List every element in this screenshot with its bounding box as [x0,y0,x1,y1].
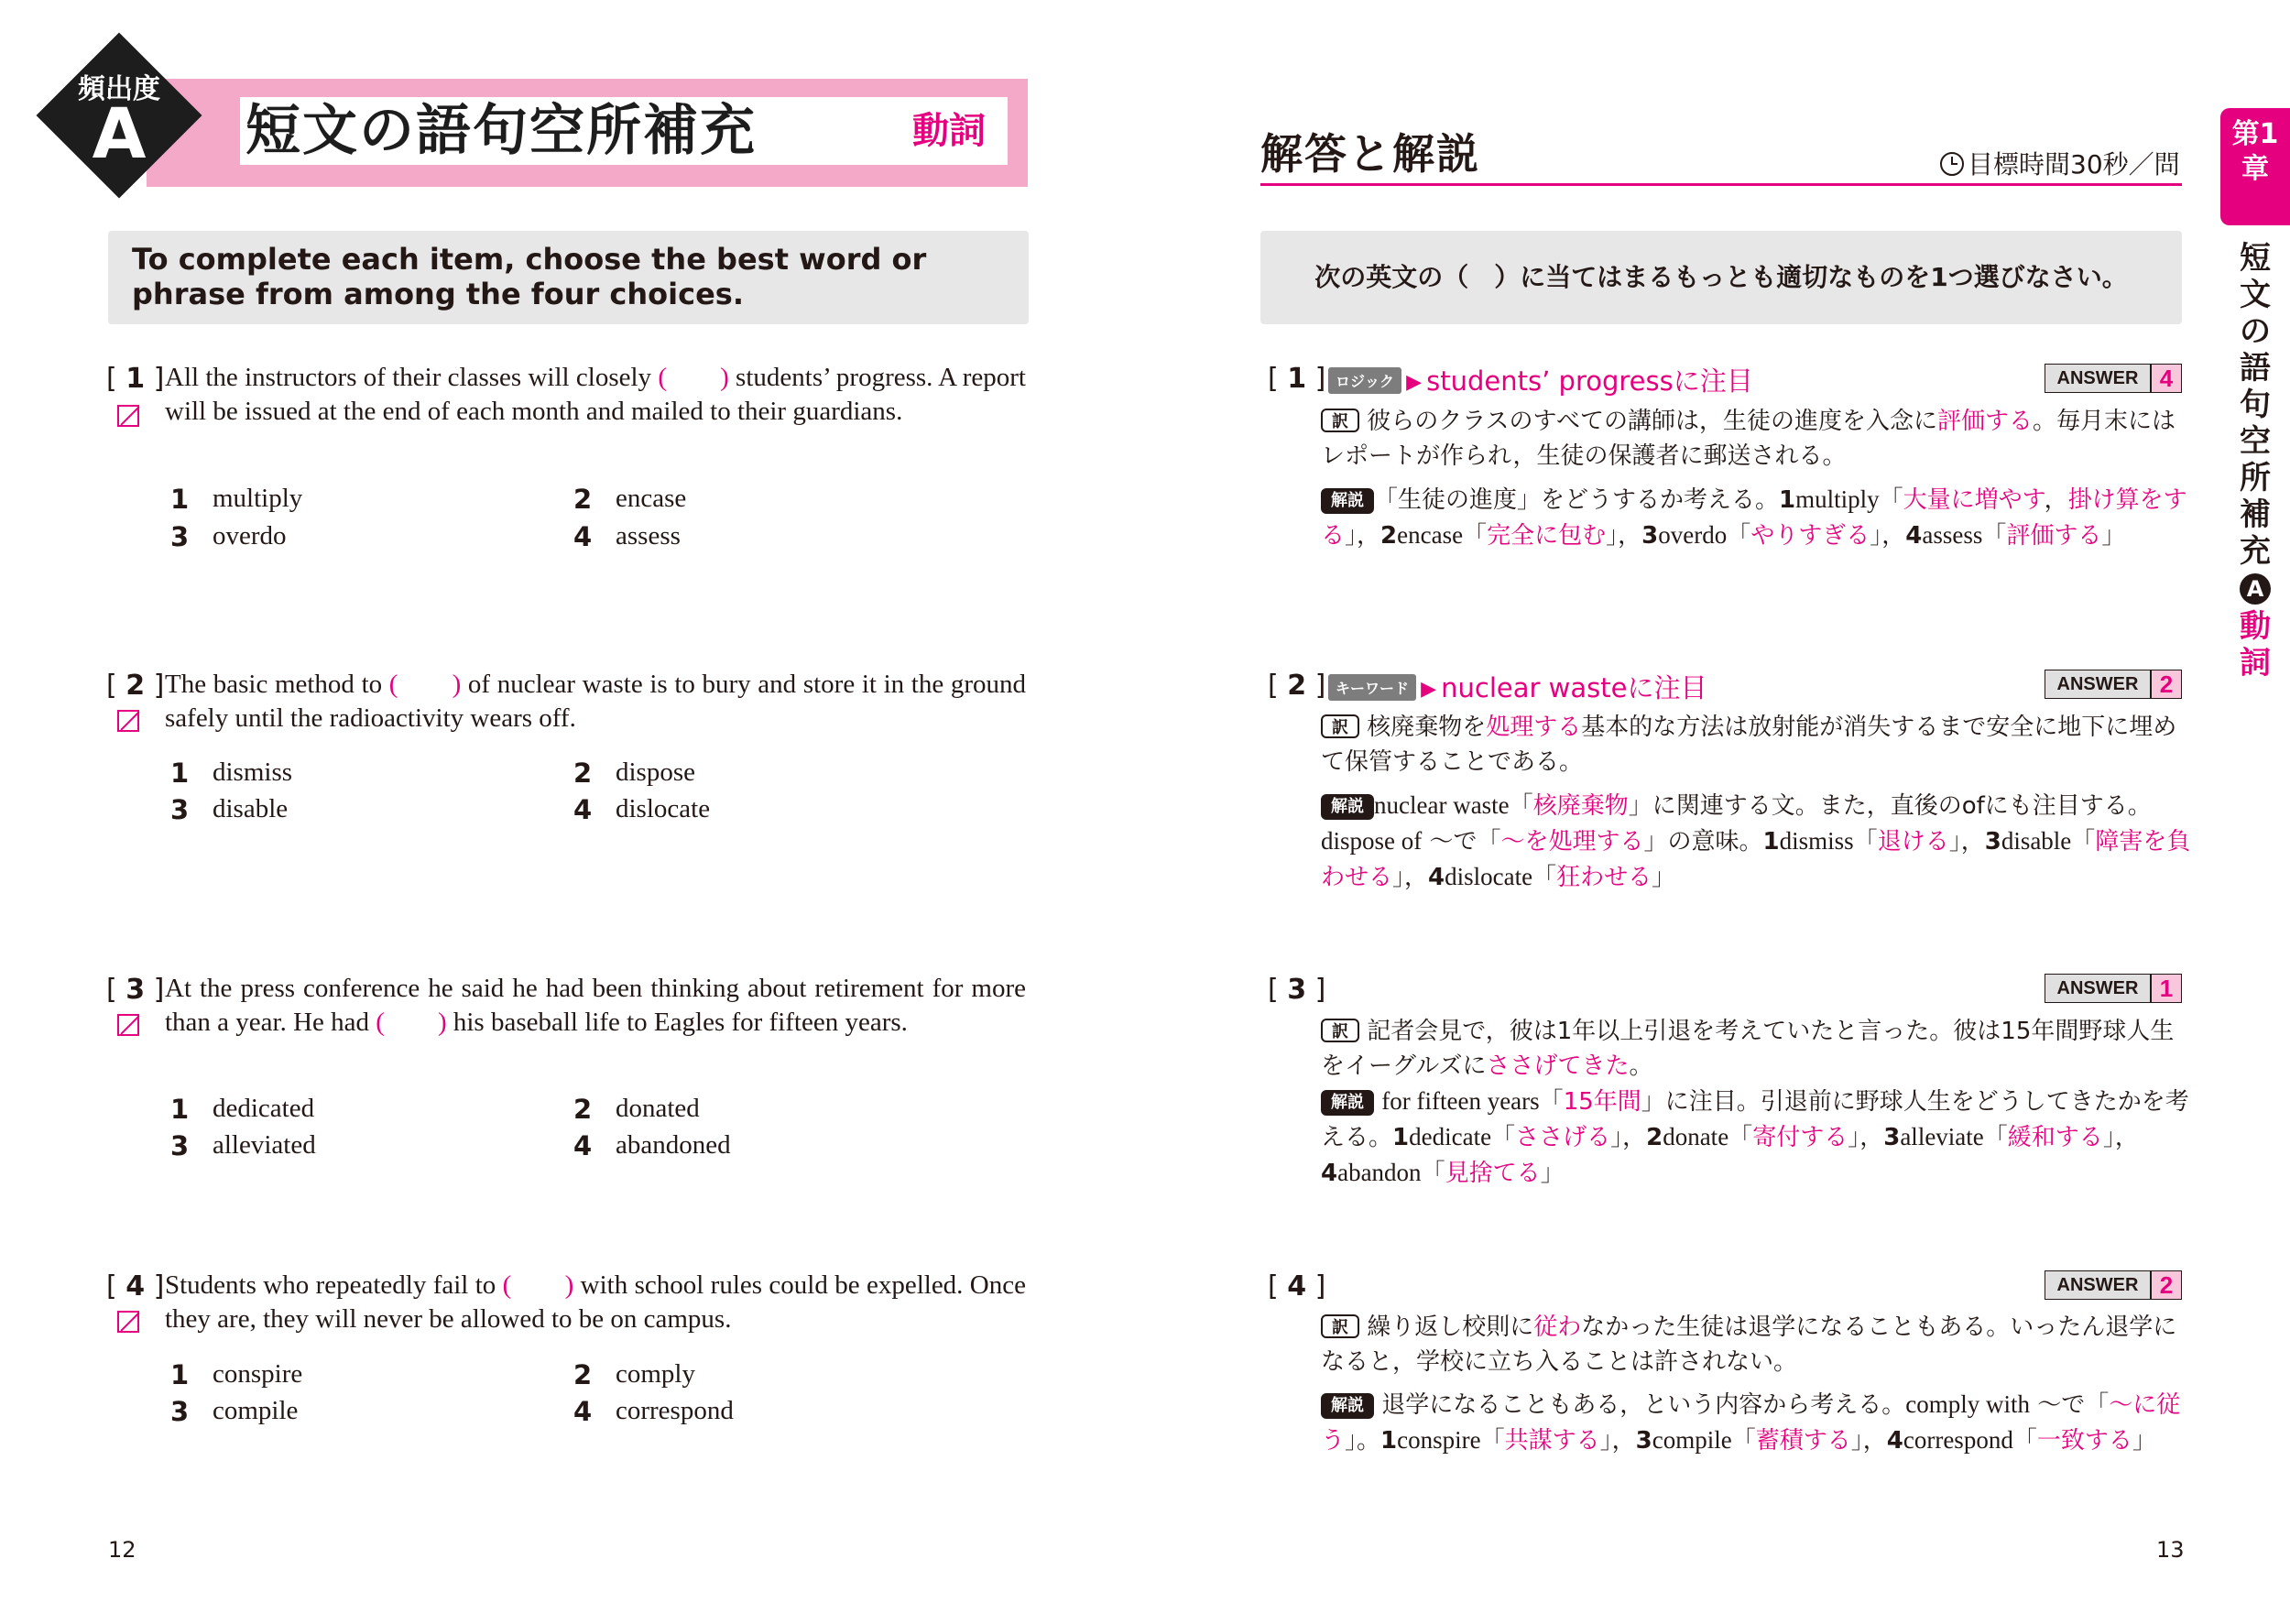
answer-box [2045,974,2182,1003]
option-number: 2 [573,1359,593,1390]
check-icon[interactable] [117,405,139,427]
answer-label: ANSWER [2045,1270,2151,1300]
explanation-badge: 解説 [1321,488,1374,514]
question-text: The basic method to ( ) of nuclear waste is to bury and store it in the ground safely until the radioactivity wears off. [165,670,1026,733]
focus-point: students’ progressに注目 [1426,365,1753,397]
option-word[interactable]: abandoned [616,1130,731,1160]
option-number: 2 [573,1094,593,1125]
page-title: 短文の語句空所補充 [245,99,757,163]
arrow-icon: ▶ [1406,371,1423,394]
option-word[interactable]: dedicated [213,1094,315,1123]
option-word[interactable]: disable [213,794,289,823]
side-grade: A [2240,573,2271,605]
question-number: [ 3 ] [106,974,165,1006]
option-word[interactable]: conspire [213,1359,303,1389]
arrow-icon: ▶ [1421,678,1437,701]
option-word[interactable]: multiply [213,484,303,513]
option-number: 4 [573,1396,593,1427]
answer-label: ANSWER [2045,670,2151,699]
explanation: 解説 for fifteen years「15年間」に注目。引退前に野球人生をどうしてきたかを考える。1dedicate「ささげる」，2donate「寄付する」，3alleviate「緩和する」，4abandon「見捨てる」 [1321,1087,2189,1187]
explanation-badge: 解説 [1321,1393,1374,1419]
translation-badge: 訳 [1321,1019,1359,1042]
clock-icon [1940,152,1964,176]
side-index [2235,240,2275,681]
side-category: 動詞 [2240,608,2271,681]
logic-tag: ロジック [1328,367,1401,394]
answer-label: ANSWER [2045,974,2151,1003]
answer-number: [ 3 ] [1268,974,1326,1006]
option-word[interactable]: alleviated [213,1130,316,1160]
option-number: 2 [573,758,593,789]
instruction-text: To complete each item, choose the best word or phrase from among the four choices. [132,242,927,311]
chapter-label: 第1章 [2231,118,2279,185]
answer-label: ANSWER [2045,364,2151,393]
option-number: 3 [170,1130,190,1161]
explanation: 解説 退学になることもある，という内容から考える。comply with 〜で「〜に従う」。1conspire「共謀する」，3compile「蓄積する」，4correspond「一致する」 [1321,1390,2181,1455]
answer-number: [ 2 ] [1268,670,1326,702]
answer-number: [ 1 ] [1268,363,1326,395]
option-number: 1 [170,1094,190,1125]
answer-box [2045,670,2182,699]
option-number: 4 [573,521,593,552]
translation: 訳 繰り返し校則に従わなかった生徒は退学になることもある。いったん退学になると，学校に立ち入ることは許されない。 [1321,1313,2177,1376]
check-icon[interactable] [117,1311,139,1333]
instruction-text-jp: 次の英文の（ ）に当てはまるもっとも適切なものを1つ選びなさい。 [1314,262,2128,292]
answer-value: 4 [2151,364,2182,393]
option-word[interactable]: comply [616,1359,695,1389]
title-rule [1260,183,2182,186]
translation: 訳 記者会見で，彼は1年以上引退を考えていたと言った。彼は15年間野球人生をイーグルズにささげてきた。 [1321,1018,2175,1080]
focus-line [1328,361,1753,398]
focus-point: nuclear wasteに注目 [1441,672,1707,703]
explanation-badge: 解説 [1321,794,1374,820]
answer-box [2045,1270,2182,1300]
target-time: 目標時間30秒／問 [1940,149,2180,180]
answer-box [2045,364,2182,393]
option-number: 3 [170,521,190,552]
question-number: [ 2 ] [106,670,165,702]
question-text: At the press conference he said he had been thinking about retirement for more than a year. He had ( ) his baseball life to Eagles for fifteen years. [165,974,1026,1037]
option-number: 1 [170,758,190,789]
option-word[interactable]: dispose [616,758,695,787]
question-text: Students who repeatedly fail to ( ) with school rules could be expelled. Once they are, they will never be allowed to be on campus. [165,1270,1026,1334]
frequency-grade: A [92,93,147,174]
answer-number: [ 4 ] [1268,1270,1326,1302]
option-word[interactable]: donated [616,1094,700,1123]
page-number-left: 12 [108,1537,136,1563]
answer-value: 1 [2151,974,2182,1003]
side-title: 短文の語句空所補充 [2240,240,2271,570]
answer-value: 2 [2151,1270,2182,1300]
focus-line [1328,668,1707,705]
translation-badge: 訳 [1321,1314,1359,1338]
option-word[interactable]: assess [616,521,681,550]
frequency-label: 頻出度 [78,73,160,105]
check-icon[interactable] [117,710,139,732]
option-number: 2 [573,484,593,515]
option-number: 4 [573,1130,593,1161]
translation: 訳 彼らのクラスのすべての講師は，生徒の進度を入念に評価する。毎月末にはレポートが作られ，生徒の保護者に郵送される。 [1321,408,2176,470]
page-number-right: 13 [2156,1537,2185,1563]
option-number: 4 [573,794,593,825]
option-number: 3 [170,1396,190,1427]
check-icon[interactable] [117,1014,139,1036]
page-subtitle: 動詞 [912,110,986,152]
option-word[interactable]: compile [213,1396,299,1425]
explanation: 解説 「生徒の進度」をどうするか考える。1multiply「大量に増やす，掛け算をする」，2encase「完全に包む」，3overdo「やりすぎる」，4assess「評価する」 [1321,485,2187,550]
translation-badge: 訳 [1321,714,1359,738]
question-number: [ 4 ] [106,1270,165,1302]
translation-badge: 訳 [1321,409,1359,432]
question-number: [ 1 ] [106,363,165,395]
option-word[interactable]: dismiss [213,758,293,787]
explanation-badge: 解説 [1321,1090,1374,1116]
translation: 訳 核廃棄物を処理する基本的な方法は放射能が消失するまで安全に地下に埋めて保管することである。 [1321,714,2177,776]
keyword-tag: キーワード [1328,674,1416,701]
option-word[interactable]: dislocate [616,794,711,823]
question-text: All the instructors of their classes will closely ( ) students’ progress. A report will be issued at the end of each month and mailed to their guardians. [165,363,1026,426]
option-word[interactable]: encase [616,484,687,513]
option-word[interactable]: correspond [616,1396,734,1425]
option-number: 1 [170,1359,190,1390]
option-word[interactable]: overdo [213,521,287,550]
option-number: 1 [170,484,190,515]
option-number: 3 [170,794,190,825]
answers-title: 解答と解説 [1260,129,1480,179]
answer-value: 2 [2151,670,2182,699]
explanation: 解説 nuclear waste「核廃棄物」に関連する文。また，直後のofにも注目する。dispose of 〜で「〜を処理する」の意味。1dismiss「退ける」，3disable「障害を負わせる」，4dislocate「狂わせる」 [1321,791,2191,891]
